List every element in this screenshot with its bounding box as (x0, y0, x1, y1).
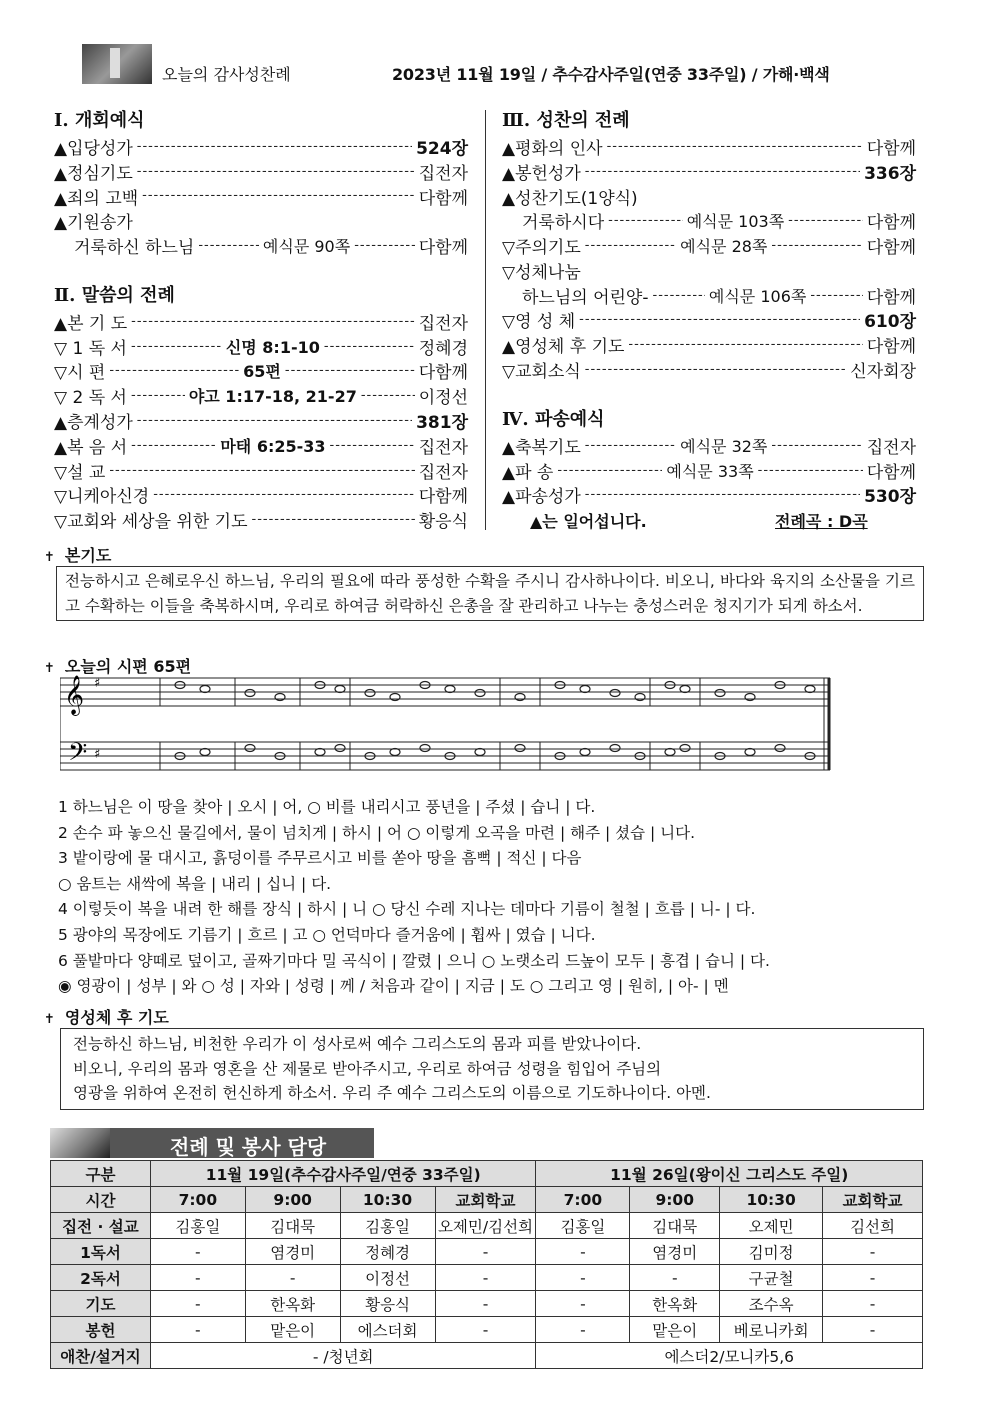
duty-cell: 김선희 (823, 1213, 923, 1239)
leader-dots (585, 238, 676, 253)
order-row (502, 159, 916, 184)
note-head (515, 745, 525, 752)
postcommunion-line: 비오니, 우리의 몸과 영혼을 산 제물로 받아주시고, 우리로 하여금 성령을 힘입어 주님의 (73, 1059, 662, 1078)
psalm-verse: 5 광야의 목장에도 기름기 | 흐르 | 고 ○ 언덕마다 즐거움에 | 휩싸 | 였습 | 니다. (58, 925, 596, 944)
order-value: 524장 (416, 138, 468, 159)
order-row (54, 208, 468, 233)
leader-dots (109, 363, 239, 378)
time-cell: 10:30 (720, 1187, 823, 1213)
psalm-verse: 1 하느님은 이 땅을 찾아 | 오시 | 어, ○ 비를 내리시고 풍년을 | 주셨 | 습니 | 다. (58, 798, 596, 816)
leader-dots (354, 238, 415, 253)
order-label: ▲파송성가 (502, 487, 581, 508)
section-title: Ⅳ. 파송예식 (502, 408, 605, 430)
duty-cell: 에스더회 (340, 1317, 435, 1343)
cross-icon: ✝ (44, 661, 55, 676)
leader-dots (810, 288, 862, 303)
order-value: 다함께 (418, 363, 468, 384)
header-title: 오늘의 감사성찬례 (162, 65, 291, 84)
note-head (610, 745, 620, 752)
leader-dots (131, 388, 185, 403)
order-row (54, 334, 468, 359)
note-head (200, 749, 210, 756)
order-label: ▽시 편 (54, 363, 106, 384)
duty-cell: 김대묵 (245, 1213, 340, 1239)
key-signature-sharp-icon: ♯ (94, 747, 101, 762)
order-label: 거룩하신 하느님 (74, 238, 195, 259)
order-value: 336장 (864, 163, 916, 184)
duty-cell: 김홍일 (340, 1213, 435, 1239)
leader-dots (324, 339, 415, 354)
leader-dots (361, 388, 415, 403)
order-row (54, 159, 468, 184)
order-label: ▲정심기도 (54, 163, 133, 184)
order-row (502, 458, 916, 483)
order-value: 다함께 (866, 287, 917, 308)
duty-cell: 김미정 (720, 1239, 823, 1265)
order-value: 집전자 (418, 313, 468, 334)
table-row (51, 1317, 923, 1343)
duty-cell: 김대묵 (630, 1213, 720, 1239)
week2-header: 11월 26일(왕이신 그리스도 주일) (536, 1161, 923, 1187)
order-value: 집전자 (418, 437, 468, 458)
table-row (51, 1239, 923, 1265)
leader-dots (607, 139, 863, 154)
table-row (51, 1265, 923, 1291)
psalm-verse: 3 밭이랑에 물 대시고, 흙덩이를 주무르시고 비를 쏟아 땅을 흠뻑 | 적신 | 다음 (58, 849, 582, 868)
leader-dots (131, 314, 415, 329)
order-detail: 65편 (243, 362, 281, 382)
page-header (82, 44, 922, 86)
order-detail: 예식문 28쪽 (680, 237, 768, 257)
leader-dots (628, 337, 862, 352)
note-head (420, 745, 430, 752)
table-header-row (51, 1161, 923, 1187)
note-head (475, 690, 485, 697)
order-row (502, 433, 916, 458)
order-label: ▲파 송 (502, 462, 554, 483)
duty-cell: - (536, 1291, 630, 1317)
psalm-heading: ✝ 오늘의 시편 65편 (44, 657, 192, 676)
duty-cell: - (435, 1291, 536, 1317)
note-head (745, 749, 755, 756)
duty-cell: 맡은이 (245, 1317, 340, 1343)
duty-cell: - (536, 1317, 630, 1343)
order-detail: 예식문 33쪽 (666, 461, 754, 481)
order-row (54, 408, 468, 433)
duty-cell: 염경미 (245, 1239, 340, 1265)
order-row (502, 233, 916, 258)
order-label: ▽니케아신경 (54, 487, 150, 508)
order-detail: 마태 6:25-33 (220, 436, 326, 456)
order-row (54, 433, 468, 458)
postcommunion-line: 전능하신 하느님, 비천한 우리가 이 성사로써 예수 그리스도의 몸과 피를 받았나이다. (73, 1035, 642, 1053)
leader-dots (557, 463, 662, 478)
leader-dots (585, 164, 860, 179)
duty-cell: - (536, 1265, 630, 1291)
order-value: 집전자 (418, 462, 468, 483)
leader-dots (142, 188, 415, 203)
standing-legend: ▲는 일어섭니다. (530, 511, 647, 531)
duty-cell: - (435, 1317, 536, 1343)
role-cell: 애찬/설거지 (51, 1343, 151, 1369)
order-detail: 예식문 106쪽 (708, 286, 807, 306)
order-label: ▲본 기 도 (54, 313, 128, 334)
duty-cell: 베로니카회 (720, 1317, 823, 1343)
time-cell: 9:00 (245, 1187, 340, 1213)
duty-cell: - (823, 1239, 923, 1265)
note-head (580, 749, 590, 756)
order-value: 다함께 (418, 487, 468, 508)
order-label: 하느님의 어린양- (522, 287, 649, 308)
collect-text: 전능하시고 은혜로우신 하느님, 우리의 필요에 따라 풍성한 수확을 주시니 감사하나이다. 비오니, 바다와 육지의 소산물을 기르고 수확하는 이들을 축복하시며, 우리로 하여금 허락하신 은총을 잘 관리하고 나누는 충성스러운 청지기가 되게 하소서. (65, 572, 915, 615)
order-label: ▽영 성 체 (502, 312, 576, 333)
order-row (54, 383, 468, 408)
note-head (475, 749, 485, 756)
order-row (54, 458, 468, 483)
duty-cell: - (150, 1317, 245, 1343)
duty-cell: - (150, 1239, 245, 1265)
order-row (502, 483, 916, 508)
duty-cell: 한옥화 (245, 1291, 340, 1317)
key-signature-sharp-icon: ♯ (94, 676, 101, 691)
treble-clef-icon: 𝄞 (64, 675, 85, 715)
duty-cell: 이정선 (340, 1265, 435, 1291)
duty-cell: 구균철 (720, 1265, 823, 1291)
time-cell: 교회학교 (823, 1187, 923, 1213)
note-head (335, 686, 345, 693)
duty-cell: 에스더2/모니카5,6 (536, 1343, 923, 1369)
leader-dots (788, 213, 863, 228)
role-cell: 봉헌 (51, 1317, 151, 1343)
order-value: 이정선 (418, 388, 468, 409)
duty-cell: 오제민 (720, 1213, 823, 1239)
order-label: ▽교회소식 (502, 362, 581, 383)
order-value: 610장 (864, 312, 916, 333)
note-head (580, 686, 590, 693)
note-head (315, 749, 325, 756)
time-row (51, 1187, 923, 1213)
order-row (54, 507, 468, 532)
duty-cell: 오제민/김선희 (435, 1213, 536, 1239)
order-row (502, 332, 916, 357)
collect-box (56, 566, 924, 621)
psalm-verse: 2 손수 파 놓으신 물길에서, 물이 넘치게 | 하시 | 어 ○ 이렇게 오곡을 마련 | 해주 | 셨습 | 니다. (58, 823, 696, 842)
duty-cell: - (435, 1265, 536, 1291)
note-head (680, 745, 690, 752)
duty-cell: - (150, 1291, 245, 1317)
order-detail: 예식문 103쪽 (686, 212, 785, 232)
banner-photo-thumbnail (50, 1128, 110, 1158)
order-row (54, 184, 468, 209)
section-title: Ⅱ. 말씀의 전례 (54, 284, 175, 306)
order-row (54, 359, 468, 384)
order-value: 381장 (416, 413, 468, 434)
order-value: 다함께 (866, 337, 916, 358)
order-value: 다함께 (866, 138, 916, 159)
note-head (610, 690, 620, 697)
order-row (502, 258, 916, 283)
order-detail: 야고 1:17-18, 21-27 (188, 387, 357, 407)
bass-clef-icon: 𝄢 (68, 738, 88, 773)
leader-dots (131, 438, 216, 453)
leader-dots (585, 362, 847, 377)
leader-dots (153, 487, 415, 502)
role-cell: 2독서 (51, 1265, 151, 1291)
leader-dots (330, 438, 415, 453)
duty-cell: - (150, 1265, 245, 1291)
duty-cell: 김홍일 (150, 1213, 245, 1239)
order-row (54, 309, 468, 334)
section-title: Ⅲ. 성찬의 전례 (502, 110, 630, 131)
duty-cell: - (536, 1239, 630, 1265)
order-row (502, 208, 916, 233)
duty-cell: - (823, 1291, 923, 1317)
order-value: 다함께 (866, 238, 917, 259)
time-cell: 9:00 (630, 1187, 720, 1213)
note-head (805, 686, 815, 693)
leader-dots (137, 139, 412, 154)
role-cell: 기도 (51, 1291, 151, 1317)
chant-setting: 전례곡 : D곡 (775, 511, 868, 531)
corner-cell: 구분 (51, 1161, 151, 1187)
cross-icon: ✝ (44, 550, 55, 565)
order-value: 다함께 (866, 213, 917, 234)
leader-dots (131, 339, 222, 354)
note-head (775, 745, 785, 752)
order-of-service-left (54, 108, 468, 532)
column-divider (485, 110, 486, 530)
duty-cell: 황응식 (340, 1291, 435, 1317)
duty-cell: - (823, 1265, 923, 1291)
order-label: ▲영성체 후 기도 (502, 337, 625, 358)
psalm-verse: 4 이렇듯이 복을 내려 한 해를 장식 | 하시 | 니 ○ 당신 수레 지나는 데마다 기름이 철철 | 흐릅 | 니- | 다. (58, 900, 756, 919)
note-head (445, 686, 455, 693)
order-row (502, 134, 916, 159)
order-label: ▽설 교 (54, 462, 106, 483)
order-label: ▲축복기도 (502, 437, 581, 458)
table-row (51, 1213, 923, 1239)
psalm-verse: ○ 움트는 새싹에 복을 | 내리 | 십니 | 다. (58, 874, 332, 893)
order-label: ▲평화의 인사 (502, 138, 603, 159)
order-value: 다함께 (418, 238, 469, 259)
duty-cell: - (245, 1265, 340, 1291)
order-row (502, 283, 916, 308)
order-label: ▽성체나눔 (502, 262, 581, 283)
leader-dots (585, 487, 860, 502)
leader-dots (285, 363, 415, 378)
duty-cell: - (630, 1265, 720, 1291)
table-row (51, 1291, 923, 1317)
order-row (54, 134, 468, 159)
leader-dots (653, 288, 705, 303)
psalm-doxology: ◉ 영광이 | 성부 | 와 ○ 성 | 자와 | 성령 | 께 / 처음과 같이 | 지금 | 도 ○ 그리고 영 | 원히, | 아- | 멘 (58, 977, 729, 996)
order-detail: 신명 8:1-10 (225, 337, 320, 357)
leader-dots (198, 238, 259, 253)
duty-cell: 염경미 (630, 1239, 720, 1265)
order-value: 집전자 (866, 437, 917, 458)
order-value: 신자회장 (850, 362, 916, 383)
order-row (502, 184, 916, 209)
postcommunion-heading: ✝ 영성체 후 기도 (44, 1008, 169, 1027)
leader-dots (252, 512, 415, 527)
order-row (54, 483, 468, 508)
leader-dots (137, 164, 415, 179)
duty-banner (50, 1128, 374, 1158)
week1-header: 11월 19일(추수감사주일/연중 33주일) (150, 1161, 536, 1187)
time-cell: 교회학교 (435, 1187, 536, 1213)
order-row (54, 233, 468, 258)
order-label: ▽주의기도 (502, 238, 581, 259)
psalm-verses (58, 795, 928, 1000)
note-head (245, 745, 255, 752)
note-head (665, 749, 675, 756)
note-head (680, 686, 690, 693)
order-label: ▽교회와 세상을 위한 기도 (54, 512, 248, 533)
leader-dots (109, 463, 414, 478)
order-value: 다함께 (418, 188, 468, 209)
collect-heading: ✝ 본기도 (44, 546, 112, 565)
time-cell: 10:30 (340, 1187, 435, 1213)
order-label: 거룩하시다 (522, 213, 605, 234)
postcommunion-box (60, 1028, 924, 1110)
leader-dots (758, 463, 863, 478)
order-label: ▲복 음 서 (54, 437, 128, 458)
leader-dots (585, 438, 676, 453)
order-label: ▲성찬기도(1양식) (502, 188, 638, 209)
order-of-service-right (502, 108, 916, 533)
order-note (502, 507, 916, 533)
postcommunion-line: 영광을 위하여 온전히 헌신하게 하소서. 우리 주 예수 그리스도의 이름으로 기도하나이다. 아멘. (73, 1084, 711, 1102)
leader-dots (771, 238, 862, 253)
order-value: 황응식 (418, 512, 468, 533)
order-label: ▲봉헌성가 (502, 163, 581, 184)
role-cell: 집전 · 설교 (51, 1213, 151, 1239)
leader-dots (579, 312, 860, 327)
duty-cell: - (823, 1317, 923, 1343)
duty-cell: 맡은이 (630, 1317, 720, 1343)
note-head (365, 690, 375, 697)
header-date-line: 2023년 11월 19일 / 추수감사주일(연중 33주일) / 가해·백색 (392, 65, 830, 84)
leader-dots (608, 213, 683, 228)
order-label: ▲죄의 고백 (54, 188, 139, 209)
duty-cell: 김홍일 (536, 1213, 630, 1239)
psalm-chant-score (60, 672, 840, 792)
note-head (715, 690, 725, 697)
note-head (390, 749, 400, 756)
order-label: ▲입당성가 (54, 138, 133, 159)
cross-icon: ✝ (44, 1012, 55, 1027)
order-label: ▽ 2 독 서 (54, 388, 127, 409)
duty-cell: 정혜경 (340, 1239, 435, 1265)
order-label: ▽ 1 독 서 (54, 338, 127, 359)
duty-cell: 한옥화 (630, 1291, 720, 1317)
role-cell: 1독서 (51, 1239, 151, 1265)
section-title: Ⅰ. 개회예식 (54, 110, 145, 131)
psalm-verse: 6 풀밭마다 양떼로 덮이고, 골짜기마다 밀 곡식이 | 깔렸 | 으니 ○ 노랫소리 드높이 모두 | 흥겹 | 습니 | 다. (58, 951, 770, 970)
duty-cell: - /청년회 (150, 1343, 536, 1369)
leader-dots (771, 438, 862, 453)
church-photo-thumbnail (82, 44, 152, 84)
time-cell: 7:00 (150, 1187, 245, 1213)
order-row (502, 308, 916, 333)
duty-banner-title: 전례 및 봉사 담당 (170, 1135, 327, 1159)
table-row (51, 1343, 923, 1369)
order-value: 집전자 (418, 163, 468, 184)
order-value: 다함께 (866, 462, 917, 483)
duty-cell: 조수옥 (720, 1291, 823, 1317)
order-detail: 예식문 32쪽 (680, 436, 768, 456)
order-label: ▲기원송가 (54, 213, 133, 234)
note-head (200, 686, 210, 693)
note-head (335, 745, 345, 752)
order-value: 530장 (864, 487, 916, 508)
time-label: 시간 (51, 1187, 151, 1213)
duty-roster-table (50, 1160, 923, 1369)
leader-dots (137, 413, 412, 428)
note-head (245, 690, 255, 697)
order-value: 정혜경 (418, 338, 469, 359)
time-cell: 7:00 (536, 1187, 630, 1213)
order-row (502, 357, 916, 382)
duty-cell: - (435, 1239, 536, 1265)
order-detail: 예식문 90쪽 (262, 237, 351, 257)
order-label: ▲층계성가 (54, 413, 133, 434)
